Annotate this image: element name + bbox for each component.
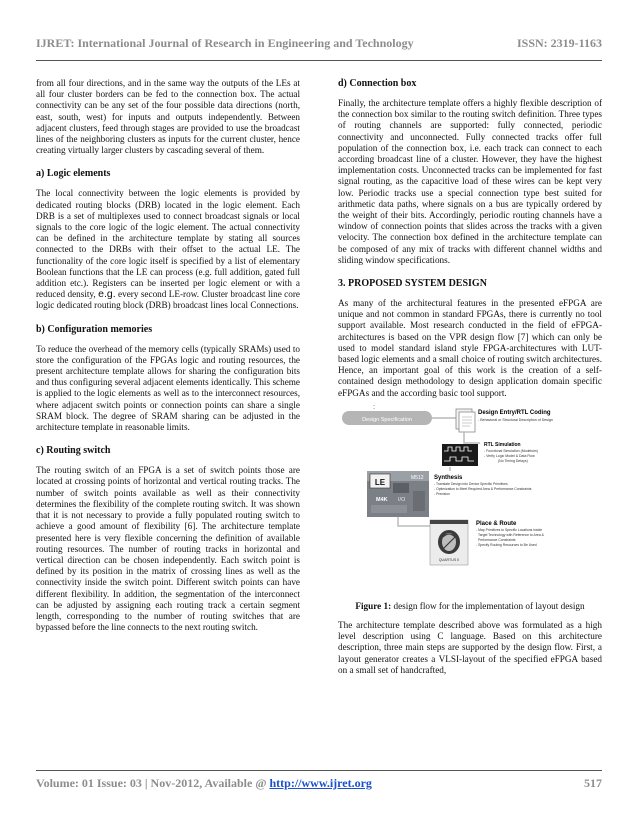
caption-text: design flow for the implementation of layout design xyxy=(391,600,585,611)
step2-line-3: (No Timing Delays) xyxy=(498,458,528,463)
flow-connector-3 xyxy=(398,517,432,526)
closing-paragraph: The architecture template described above was formulated as a high level description using C language. Based on this architecture description, three main steps are supported by the design flow. First, a layout generator creates a VLSI-layout of the specified eFPGA based on a small set of handcrafted, xyxy=(338,620,602,675)
configuration-memories-heading: b) Configuration memories xyxy=(36,323,153,335)
logic-elements-heading: a) Logic elements xyxy=(36,168,111,180)
figure-caption xyxy=(338,601,602,612)
step3-line-1: - Translate Design into Device Specific Primitives xyxy=(434,481,508,486)
routing-switch-paragraph: The routing switch of an FPGA is a set of switch points those are located at crossing points of horizontal and vertical routing tracks. The number of switch points available as well as their connectivity determines the flexibility of the complete routing switch. It was shown that it is not necessary to provide a fully populated routing switch to achieve a good amount of flexibility [6]. The architecture template presented here is very flexible concerning the definition of available routing resources. The number of routing tracks in horizontal and vertical direction can be chosen independently. Each switch point is defined by its position in the matrix of crossing lines as well as the connectivity inside the switch point. Different switch points can have different flexibility. In addition, the segmentation of the interconnect can be adjusted by assigning each routing track a certain segment length, corresponding to the number of routing switches that are bypassed before the line connects to the next routing switch. xyxy=(36,465,300,633)
chip-io-label: I/O xyxy=(398,496,406,503)
footer-volume xyxy=(36,776,372,791)
step2-line-2: - Verify Logic Model & Data Flow xyxy=(484,453,535,458)
left-column xyxy=(36,78,300,633)
step4-line-1: - Map Primitives to Specific Locations inside xyxy=(476,527,543,532)
journal-title: IJRET: International Journal of Research in Engineering and Technology xyxy=(36,36,414,50)
footer-rule xyxy=(36,770,602,771)
step3-line-3: - Precision xyxy=(434,491,451,496)
page-number: 517 xyxy=(584,776,602,790)
routing-switch-heading: c) Routing switch xyxy=(36,445,111,457)
chip-m512-label: M512 xyxy=(411,474,424,481)
connection-box-heading: d) Connection box xyxy=(338,78,417,89)
caption-label: Figure 1: xyxy=(355,600,392,611)
step4-line-3: Performance Constraints xyxy=(478,537,516,542)
proposed-system-design-paragraph: As many of the architectural features in the presented eFPGA are unique and not common in standard FPGAs, there is currently no tool support available. Most research conducted in the field of eFPGA-architectures is based on the VPR design flow [7] which can only be used to model standard island style FPGA-architectures with LUT-based logic elements and a small choice of routing switch architectures. Hence, an important goal of this work is the creation of a self-contained design methodology to design application domain specific eFPGAs and the according basic tool support. xyxy=(338,298,602,398)
step1-title: Design Entry/RTL Coding xyxy=(478,409,551,416)
step3-title: Synthesis xyxy=(434,474,463,481)
step4-title: Place & Route xyxy=(476,520,517,527)
logic-eg: e.g. xyxy=(98,288,116,301)
chip-le-label: LE xyxy=(374,477,386,487)
running-header xyxy=(36,36,602,51)
document-icon xyxy=(456,409,475,432)
step4-line-2: Target Technology with Reference to Area & xyxy=(478,532,544,537)
step1-subtitle: - Behavioral or Structural Description of Design xyxy=(478,417,553,422)
chip-icon xyxy=(367,471,429,517)
running-footer xyxy=(36,776,602,791)
logo-text: QUARTUS II xyxy=(438,557,460,562)
logic-text-b: every second LE-row. Cluster broadcast line core logic dedicated routing block (DRB) broadcast lines local Connections. xyxy=(36,289,300,311)
journal-url-link[interactable]: http://www.ijret.org xyxy=(269,776,372,790)
intro-paragraph: from all four directions, and in the same way the outputs of the LEs at all four cluster borders can be fed to the connection box. The actual connectivity can be any set of the four possible data directions (north, east, south, west) for inputs and outputs independently. Between adjacent clusters, feed through stages are provided to use the broadcast lines of the neighboring clusters as inputs for the current cluster, hence creating virtually larger clusters by cascading several of them. xyxy=(36,78,300,156)
step3-line-2: - Optimization to Meet Required Area & Performance Constraints xyxy=(434,486,532,491)
step2-title: RTL Simulation xyxy=(484,441,521,448)
design-flow-diagram xyxy=(338,405,602,593)
step2-line-1: - Functional Simulation (Modelsim) xyxy=(484,448,538,453)
logic-text-a: The local connectivity between the logic elements is provided by dedicated routing blocks (DRB) located in the logic element. Each DRB is a set of multiplexes used to connect broadcast signals or local signals to the core logic of the logic element. The actual connectivity can be defined in the architecture template by stating all sources connected to the DRBs with their offset to the actual LE. The functionality of the core logic itself is specified by a list of elementary Boolean functions that the LE can process (e.g. full addition, gated full addition etc.). Registers can be inserted per logic element or with a reduced density, xyxy=(36,188,300,300)
issn: ISSN: 2319-1163 xyxy=(516,36,602,50)
configuration-memories-paragraph: To reduce the overhead of the memory cells (typically SRAMs) used to store the configuration of the FPGAs logic and routing resources, the present architecture template allows for sharing the configuration bits and thus configuring several adjacent elements identically. This scheme is applied to the logic elements as well as to the interconnect resources, where adjacent switch points or connection points can share a single SRAM block. The degree of SRAM sharing can be adjusted in the architecture template in reasonable limits. xyxy=(36,343,300,433)
proposed-system-design-heading: 3. PROPOSED SYSTEM DESIGN xyxy=(338,278,487,290)
design-flow-figure xyxy=(338,405,602,593)
connection-box-paragraph: Finally, the architecture template offers a highly flexible description of the connection box similar to the routing switch definition. Three types of routing channels are supported: fully connected, periodic connectivity and unconnected. Fully connected tracks offer full population of the connection box, i.e. each track can connect to each according broadcast line of a cluster. However, they have the highest implementation costs. Unconnected tracks can be implemented for fast signal routing, as the capacitive load of these wires can be kept very low. Periodic tracks use a special connection type best suited for arithmetic data paths, where signals on a bus are typically ordered by the weight of their bits. Accordingly, periodic routing channels have a window of connection points that slides across the tracks with a given velocity. The connection box defined in the architecture template can be composed of any mix of tracks with different channel widths and sliding window specifications. xyxy=(338,98,602,265)
step4-line-4: - Specify Routing Resources to Be Used xyxy=(476,542,537,547)
right-column xyxy=(338,78,602,676)
volume-text: Volume: 01 Issue: 03 | Nov-2012, Available @ xyxy=(36,776,270,790)
logic-elements-paragraph xyxy=(36,188,300,311)
quartus-logo-icon xyxy=(430,520,468,565)
design-spec-label: Design Specification xyxy=(362,416,412,423)
chip-m4k-label: M4K xyxy=(376,496,388,503)
header-rule xyxy=(36,60,602,61)
flow-connector-1 xyxy=(464,432,480,443)
